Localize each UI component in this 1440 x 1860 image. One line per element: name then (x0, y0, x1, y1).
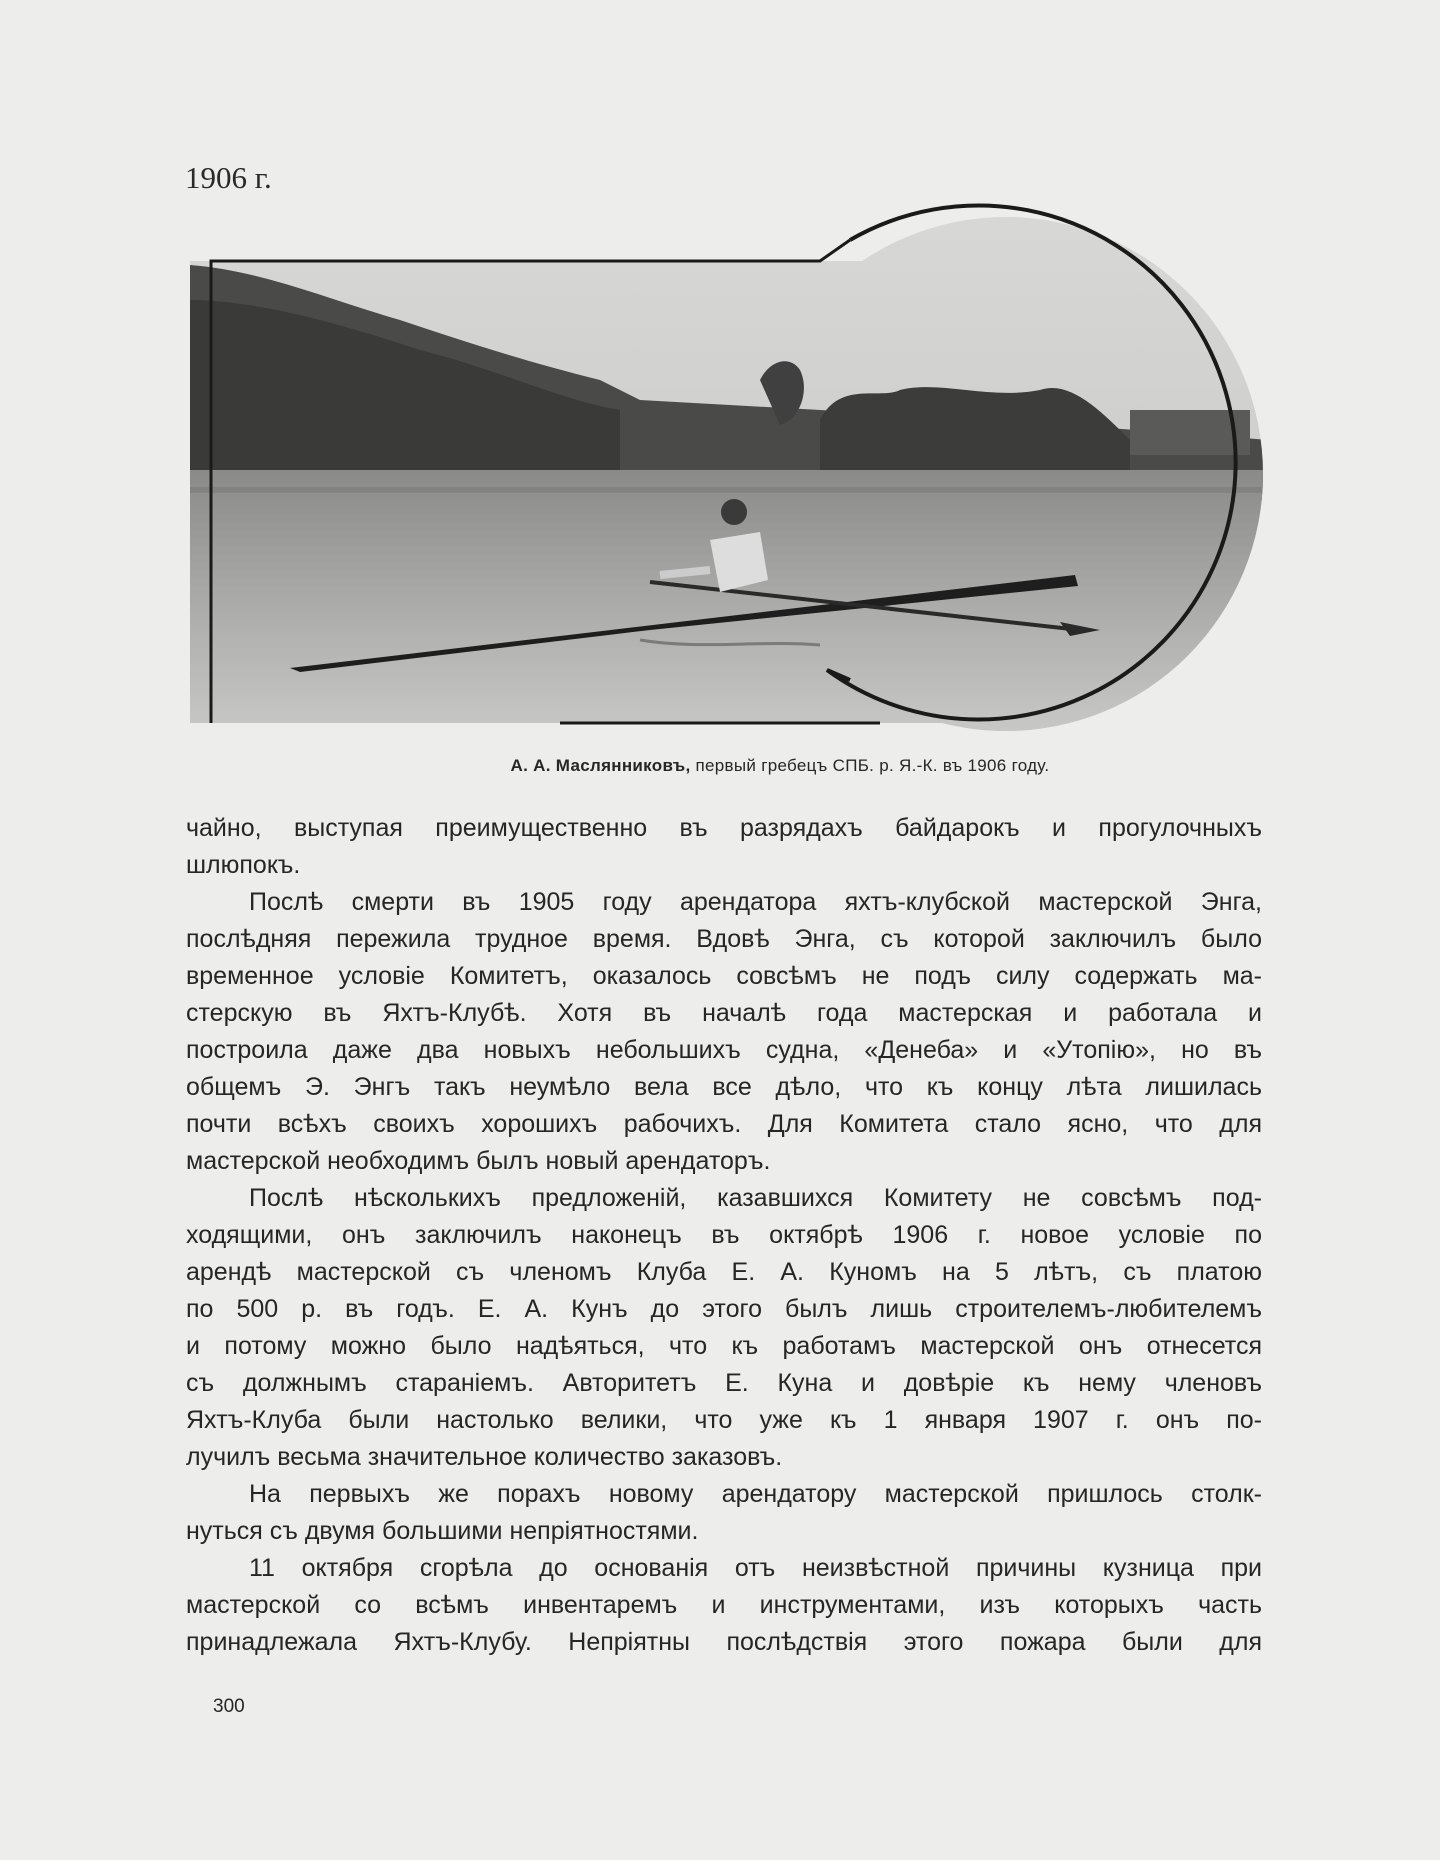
text-line: чайно, выступая преимущественно въ разрядахъ байдарокъ и прогулочныхъ (186, 814, 1262, 842)
text-line: временное условіе Комитетъ, оказалось совсѣмъ не подъ силу содержать ма- (186, 962, 1262, 990)
text-line: ходящими, онъ заключилъ наконецъ въ октябрѣ 1906 г. новое условіе по (186, 1221, 1262, 1249)
text-line: почти всѣхъ своихъ хорошихъ рабочихъ. Для Комитета стало ясно, что для (186, 1110, 1262, 1138)
caption-name: А. А. Маслянниковъ, (510, 756, 691, 775)
text-line: лучилъ весьма значительное количество заказовъ. (186, 1443, 783, 1471)
text-line: принадлежала Яхтъ-Клубу. Непріятны послѣдствія этого пожара были для (186, 1628, 1262, 1656)
text-line: мастерской со всѣмъ инвентаремъ и инструментами, изъ которыхъ часть (186, 1591, 1262, 1619)
caption-text: первый гребецъ СПБ. р. Я.-К. въ 1906 году. (690, 756, 1050, 775)
text-line: по 500 р. въ годъ. Е. А. Кунъ до этого былъ лишь строителемъ-любителемъ (186, 1295, 1262, 1323)
body-text (186, 810, 1262, 1661)
text-line: и потому можно было надѣяться, что къ работамъ мастерской онъ отнесется (186, 1332, 1262, 1360)
text-line: 11 октября сгорѣла до основанія отъ неизвѣстной причины кузница при (249, 1554, 1262, 1582)
text-line: Яхтъ-Клуба были настолько велики, что уже къ 1 января 1907 г. онъ по- (186, 1406, 1262, 1434)
text-line: арендѣ мастерской съ членомъ Клуба Е. А. Куномъ на 5 лѣтъ, съ платою (186, 1258, 1262, 1286)
text-line: построила даже два новыхъ небольшихъ судна, «Денеба» и «Утопію», но въ (186, 1036, 1262, 1064)
figure-caption (0, 756, 1440, 776)
text-line: общемъ Э. Энгъ такъ неумѣло вела все дѣло, что къ концу лѣта лишилась (186, 1073, 1262, 1101)
running-header-year: 1906 г. (185, 160, 272, 195)
text-line: мастерской необходимъ былъ новый арендаторъ. (186, 1147, 771, 1175)
text-line: съ должнымъ стараніемъ. Авторитетъ Е. Куна и довѣріе къ нему членовъ (186, 1369, 1262, 1397)
text-line: стерскую въ Яхтъ-Клубѣ. Хотя въ началѣ года мастерская и работала и (186, 999, 1262, 1027)
text-line: шлюпокъ. (186, 851, 301, 879)
island-trees (820, 387, 1130, 480)
text-line: Послѣ смерти въ 1905 году арендатора яхтъ-клубской мастерской Энга, (249, 888, 1262, 916)
text-line: послѣдняя пережила трудное время. Вдовѣ Энга, съ которой заключилъ было (186, 925, 1262, 953)
text-line: нуться съ двумя большими непріятностями. (186, 1517, 699, 1545)
page-number: 300 (213, 1696, 245, 1717)
text-line: Послѣ нѣсколькихъ предложеній, казавшихся Комитету не совсѣмъ под- (249, 1184, 1262, 1212)
text-line: На первыхъ же порахъ новому арендатору мастерской пришлось столк- (249, 1480, 1262, 1508)
